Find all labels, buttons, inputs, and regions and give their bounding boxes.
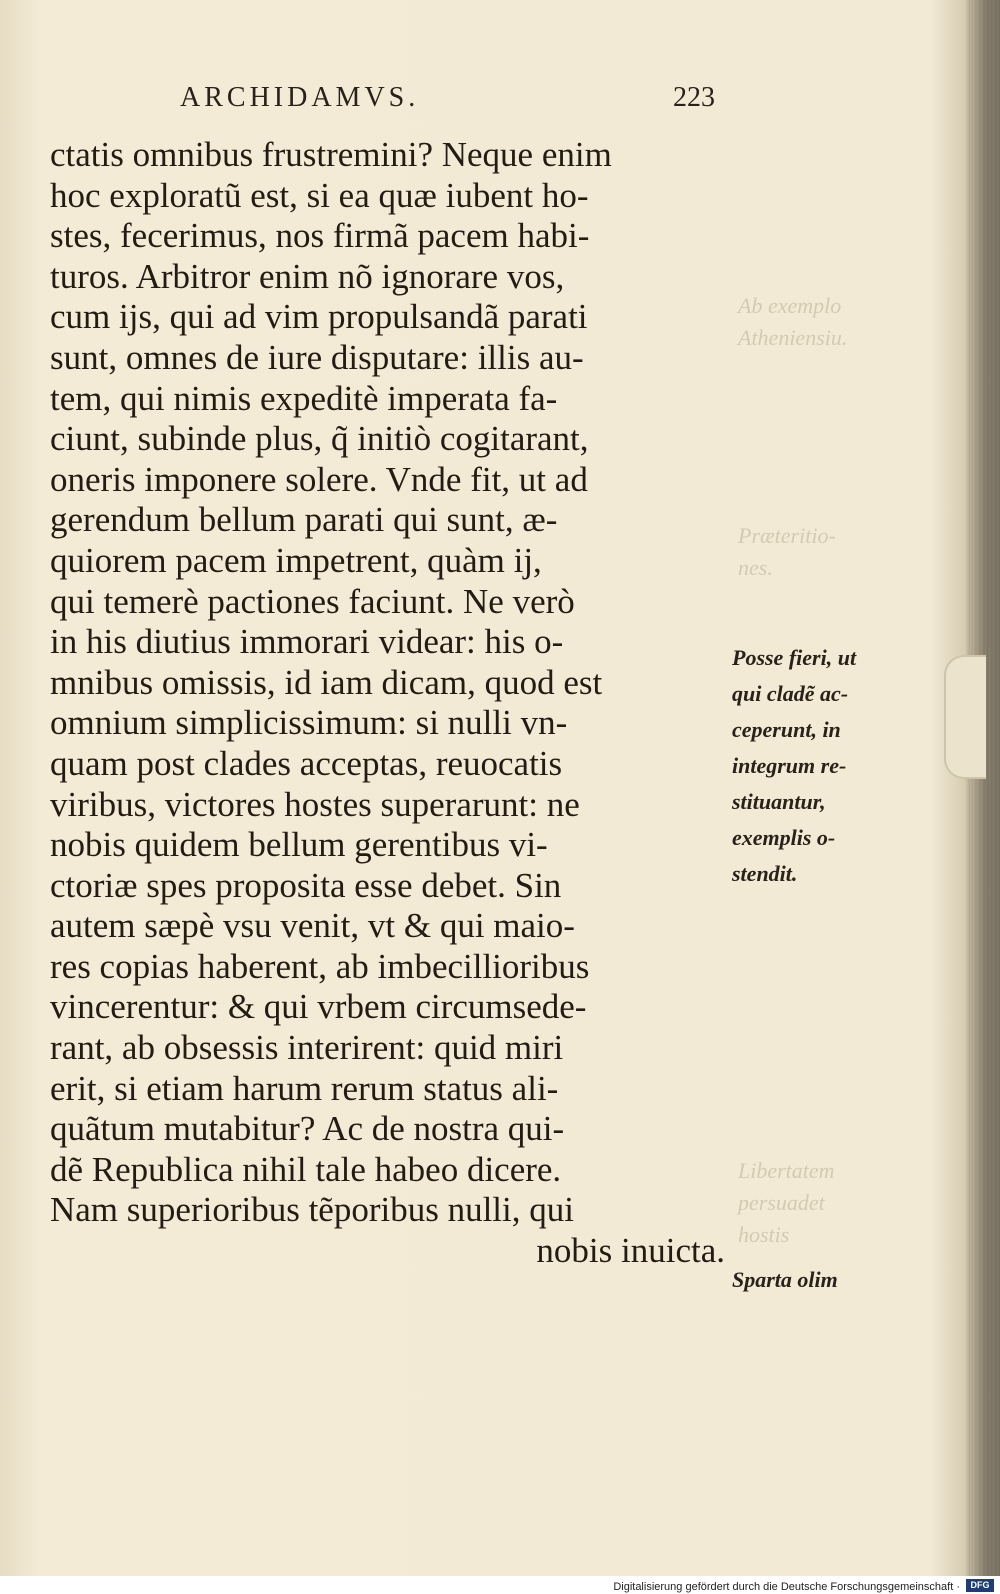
running-title: ARCHIDAMVS.: [180, 82, 420, 113]
bleedthrough-line: hostis: [738, 1222, 790, 1247]
margin-note-line: qui cladẽ ac-: [732, 681, 849, 706]
text-line: res copias haberent, ab imbecillioribus: [50, 946, 590, 986]
text-line: dẽ Republica nihil tale habeo dicere.: [50, 1149, 562, 1189]
margin-note: [732, 640, 902, 892]
bleedthrough-note: [738, 1155, 898, 1251]
text-line: tem, qui nimis expeditè imperata fa-: [50, 378, 558, 418]
text-line: mnibus omissis, id iam dicam, quod est: [50, 662, 603, 702]
text-line: oneris imponere solere. Vnde fit, ut ad: [50, 459, 588, 499]
text-line: rant, ab obsessis interirent: quid miri: [50, 1028, 564, 1068]
text-line: gerendum bellum parati qui sunt, æ-: [50, 500, 558, 540]
bleedthrough-line: Præteritio-: [738, 523, 836, 548]
text-line: hoc exploratũ est, si ea quæ iubent ho-: [50, 175, 589, 215]
bleedthrough-note: [738, 290, 898, 354]
main-text-block: [50, 135, 725, 1272]
margin-note-line: integrum re-: [732, 753, 847, 778]
page-header: [180, 82, 715, 122]
page-number: 223: [673, 82, 715, 113]
text-line: quãtum mutabitur? Ac de nostra qui-: [50, 1109, 565, 1149]
text-line: sunt, omnes de iure disputare: illis au-: [50, 337, 584, 377]
text-line: quiorem pacem impetrent, quàm ij,: [50, 540, 542, 580]
text-line: qui temerè pactiones faciunt. Ne verò: [50, 581, 575, 621]
text-line-catchword: nobis inuicta.: [536, 1231, 725, 1271]
book-page-edges: [970, 0, 1000, 1594]
text-line: cum ijs, qui ad vim propulsandã parati: [50, 297, 588, 337]
margin-note-line: stituantur,: [732, 789, 826, 814]
bleedthrough-line: Libertatem: [738, 1158, 835, 1183]
text-line: erit, si etiam harum rerum status ali-: [50, 1068, 559, 1108]
margin-note-line: Posse fieri, ut: [732, 645, 857, 670]
margin-note-line: ceperunt, in: [732, 717, 841, 742]
text-line: ctoriæ spes proposita esse debet. Sin: [50, 865, 562, 905]
dfg-logo: DFG: [966, 1579, 994, 1592]
page-tab-outline: [944, 655, 986, 779]
margin-note: [732, 1262, 902, 1298]
bleedthrough-line: persuadet: [738, 1190, 825, 1215]
text-line: ciunt, subinde plus, q̃ initiò cogitarant,: [50, 419, 589, 459]
margin-note-line: stendit.: [732, 861, 798, 886]
text-line: Nam superioribus tẽporibus nulli, qui: [50, 1190, 574, 1230]
bleedthrough-line: Atheniensiu.: [738, 325, 848, 350]
bleedthrough-line: nes.: [738, 555, 773, 580]
margin-note-line: exemplis o-: [732, 825, 836, 850]
text-line: quam post clades acceptas, reuocatis: [50, 743, 563, 783]
bleedthrough-line: Ab exemplo: [738, 293, 842, 318]
margin-note-line: Sparta olim: [732, 1267, 838, 1292]
text-line: stes, fecerimus, nos firmã pacem habi-: [50, 216, 590, 256]
funding-credit: Digitalisierung gefördert durch die Deutsche Forschungsgemeinschaft ·: [613, 1581, 960, 1593]
text-line: omnium simplicissimum: si nulli vn-: [50, 703, 568, 743]
text-line: nobis quidem bellum gerentibus vi-: [50, 825, 548, 865]
text-line: viribus, victores hostes superarunt: ne: [50, 784, 580, 824]
footer-bar: [0, 1576, 1000, 1594]
text-line: turos. Arbitror enim nõ ignorare vos,: [50, 256, 565, 296]
text-line: autem sæpè vsu venit, vt & qui maio-: [50, 906, 575, 946]
bleedthrough-note: [738, 520, 898, 584]
text-line: in his diutius immorari videar: his o-: [50, 622, 564, 662]
text-line: ctatis omnibus frustremini? Neque enim: [50, 135, 612, 174]
text-line: vincerentur: & qui vrbem circumsede-: [50, 987, 587, 1027]
